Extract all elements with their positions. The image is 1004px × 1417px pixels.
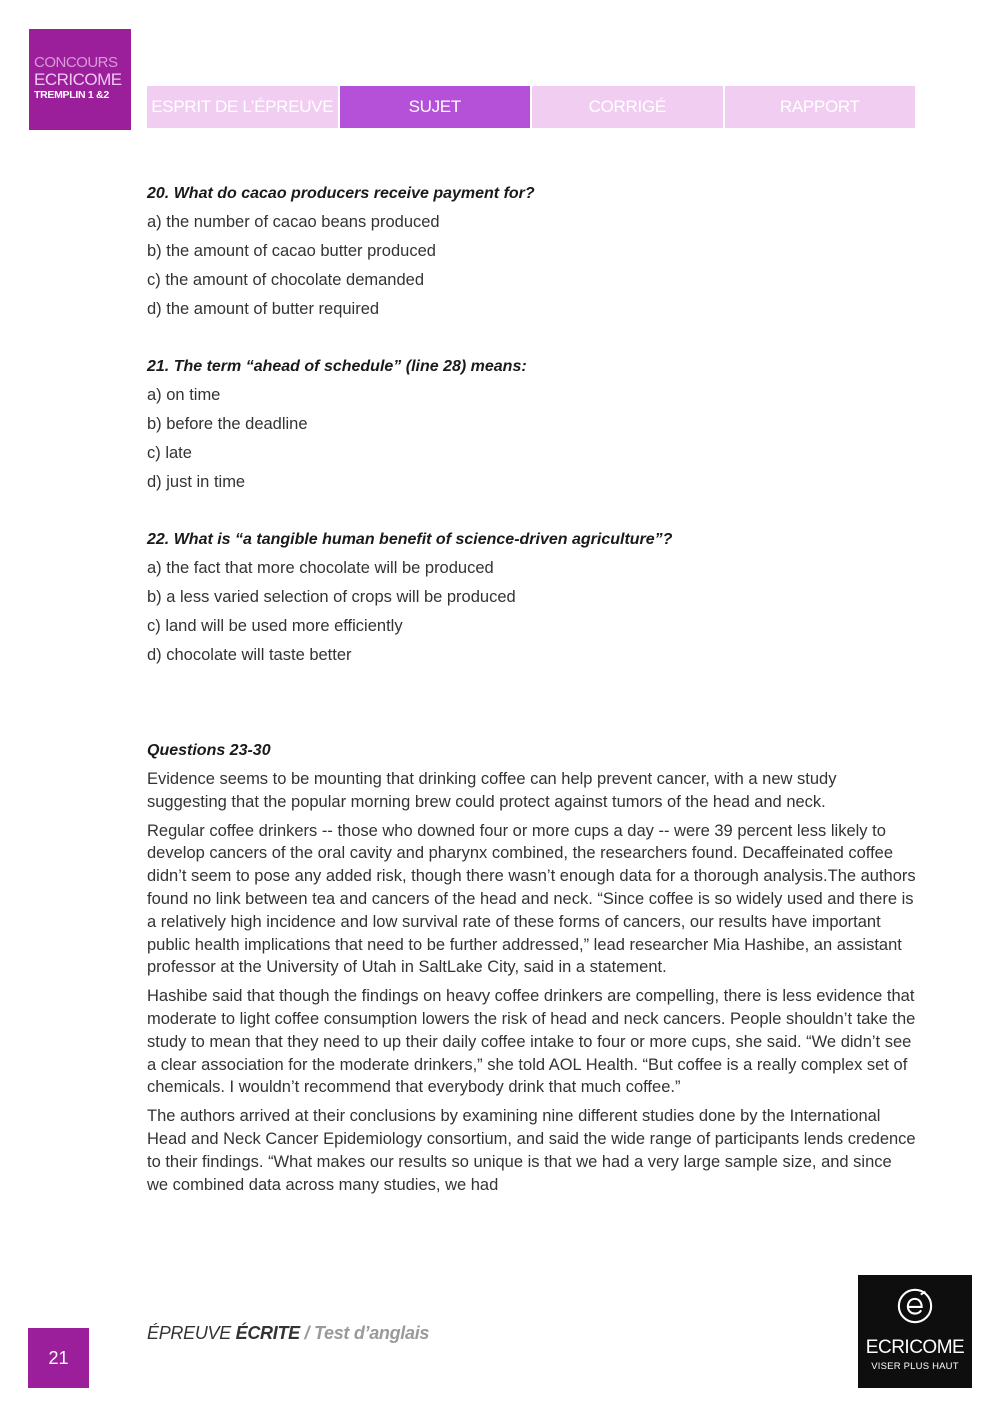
- question-20: [147, 179, 917, 324]
- logo-line-tremplin: TREMPLIN 1 &2: [34, 89, 109, 101]
- answer-option: a) the number of cacao beans produced: [147, 213, 440, 231]
- answer-option: c) late: [147, 444, 192, 462]
- ecricome-brand-logo: [858, 1275, 972, 1388]
- answer-option: b) a less varied selection of crops will be produced: [147, 588, 516, 606]
- brand-name: ECRICOME: [865, 1337, 965, 1358]
- footer-title-epreuve: ÉPREUVE: [147, 1323, 236, 1343]
- answer-option: c) the amount of chocolate demanded: [147, 271, 425, 289]
- section-tabs: [147, 86, 915, 128]
- answer-option: d) the amount of butter required: [147, 300, 380, 318]
- tab-sujet[interactable]: SUJET: [340, 86, 531, 128]
- question-21: [147, 352, 917, 497]
- concours-ecricome-logo: [29, 29, 131, 130]
- section-title-questions-23-30: Questions 23-30: [147, 742, 271, 759]
- ecricome-e-icon: [896, 1287, 934, 1325]
- question-22: [147, 525, 917, 670]
- answer-option: a) the fact that more chocolate will be produced: [147, 559, 494, 577]
- tab-esprit-de-l-epreuve[interactable]: ESPRIT DE L’ÉPREUVE: [147, 86, 338, 128]
- passage-paragraph: Evidence seems to be mounting that drinking coffee can help prevent cancer, with a new study suggesting that the popular morning brew could protect against tumors of the head and neck.: [147, 770, 837, 811]
- answer-option: c) land will be used more efficiently: [147, 617, 403, 635]
- answer-option: a) on time: [147, 386, 221, 404]
- answer-option: d) chocolate will taste better: [147, 646, 352, 664]
- question-title: 22. What is “a tangible human benefit of science-driven agriculture”?: [147, 531, 673, 548]
- question-title: 21. The term “ahead of schedule” (line 28) means:: [147, 358, 527, 375]
- exam-content: [147, 179, 917, 1196]
- footer-exam-title: [147, 1323, 429, 1344]
- passage-paragraph: Regular coffee drinkers -- those who downed four or more cups a day -- were 39 percent less likely to develop cancers of the oral cavity and pharynx combined, the researchers found. Decaffeinated coffee didn’t seem to pose any added risk, though there wasn’t enough data for a thorough analysis.The authors found no link between tea and cancers of the head and neck. “Since coffee is so widely used and there is a relatively high incidence and low survival rate of these forms of cancers, our results have important public health implications that need to be further addressed,” lead researcher Mia Hashibe, an assistant professor at the University of Utah in SaltLake City, said in a statement.: [147, 821, 916, 977]
- footer-title-ecrite: ÉCRITE: [235, 1323, 300, 1343]
- brand-tagline: VISER PLUS HAUT: [871, 1361, 959, 1372]
- answer-option: d) just in time: [147, 473, 246, 491]
- logo-line-ecricome: ECRICOME: [34, 70, 122, 89]
- footer-title-subject: Test d’anglais: [313, 1323, 430, 1343]
- passage-paragraph: The authors arrived at their conclusions by examining nine different studies done by the International Head and Neck Cancer Epidemiology consortium, and said the wide range of participants lends credence to their findings. “What makes our results so unique is that we had a very large sample size, and since we combined data across many studies, we had: [147, 1107, 916, 1194]
- footer-title-separator: /: [299, 1323, 314, 1343]
- answer-option: b) the amount of cacao butter produced: [147, 242, 436, 260]
- tab-corrige[interactable]: CORRIGÉ: [532, 86, 723, 128]
- page-number: 21: [28, 1328, 89, 1388]
- question-title: 20. What do cacao producers receive payment for?: [147, 185, 535, 202]
- tab-rapport[interactable]: RAPPORT: [725, 86, 916, 128]
- logo-line-concours: CONCOURS: [34, 54, 118, 71]
- answer-option: b) before the deadline: [147, 415, 308, 433]
- passage-paragraph: Hashibe said that though the findings on heavy coffee drinkers are compelling, there is less evidence that moderate to light coffee consumption lowers the risk of head and neck cancers. People shouldn’t take the study to mean that they need to up their daily coffee intake to four or more cups, she said. “We didn’t see a clear association for the moderate drinkers,” she told AOL Health. “But coffee is a really complex set of chemicals. I wouldn’t recommend that everybody drink that much coffee.”: [147, 987, 916, 1097]
